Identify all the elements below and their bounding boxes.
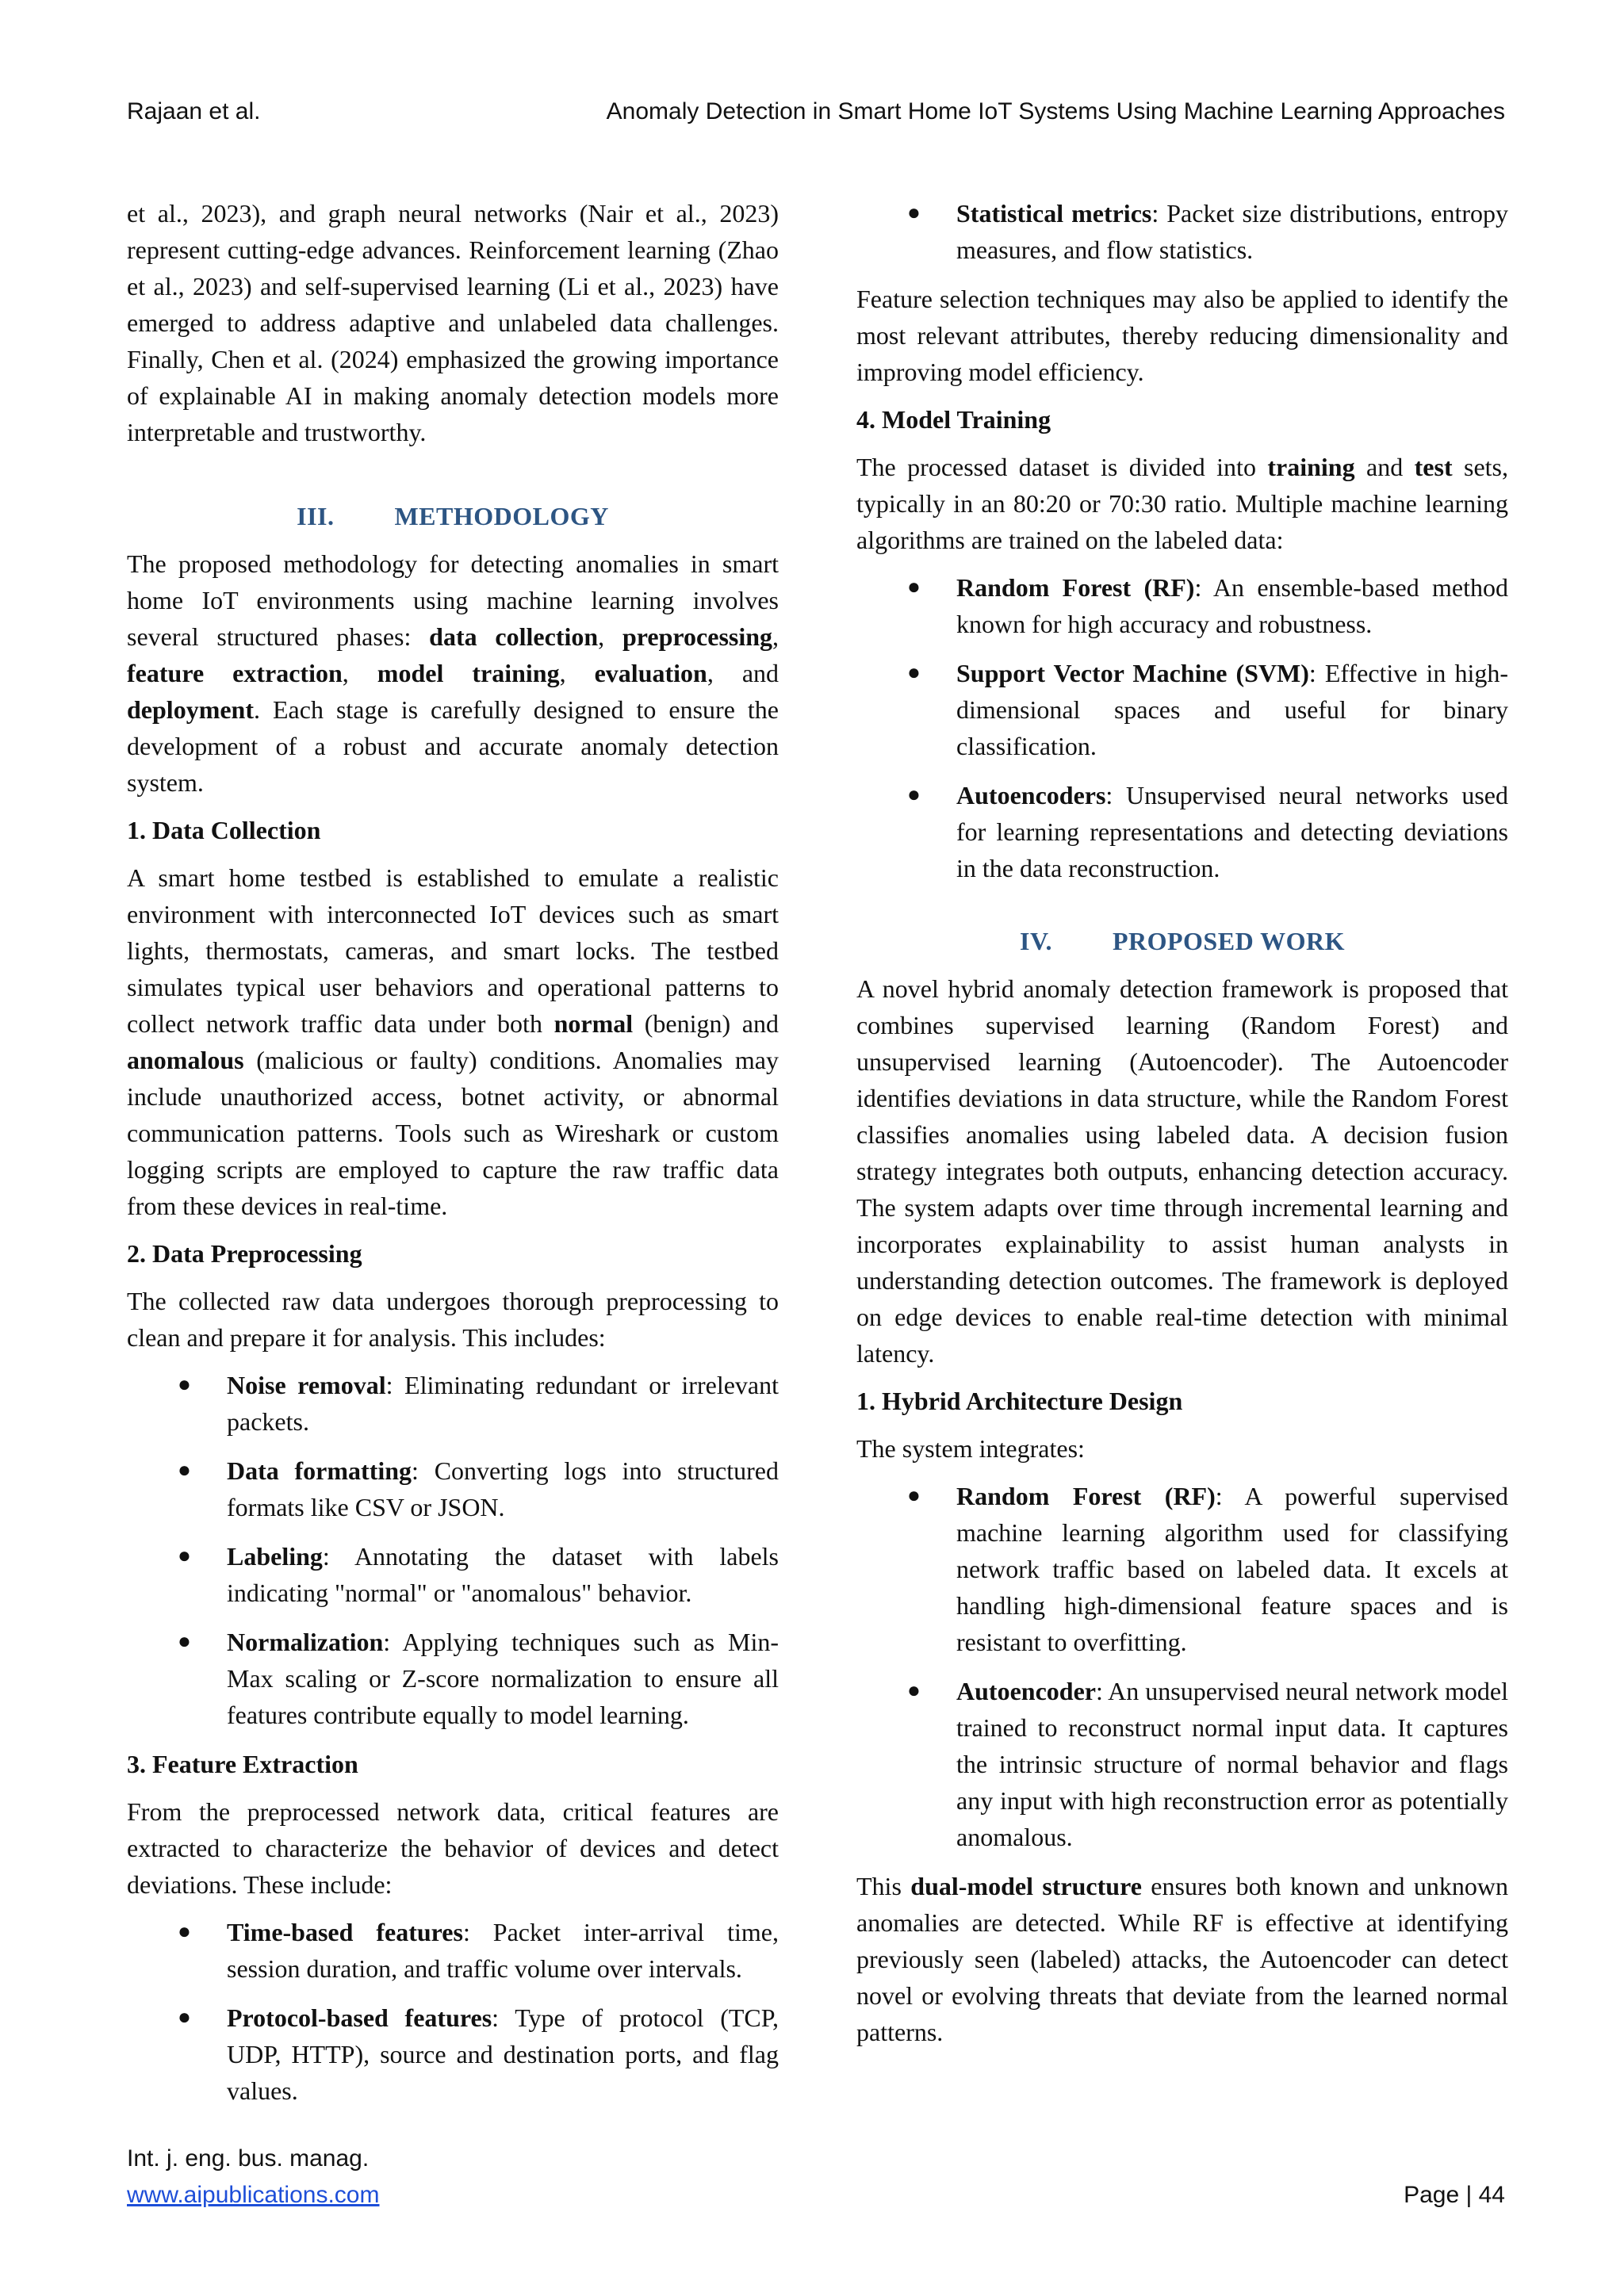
left-column xyxy=(127,195,779,2122)
list-item: ● Protocol-based features: Type of protocol (TCP, UDP, HTTP), source and destination ports, and flag values. xyxy=(227,1999,779,2109)
running-header-authors: Rajaan et al. xyxy=(127,98,261,124)
running-header-title: Anomaly Detection in Smart Home IoT Systems Using Machine Learning Approaches xyxy=(606,98,1505,124)
list-item: ● Normalization: Applying techniques such as Min-Max scaling or Z-score normalization to ensure all features contribute equally to model learning. xyxy=(227,1624,779,1733)
model-training-paragraph: The processed dataset is divided into training and test sets, typically in an 80:20 or 70:30 ratio. Multiple machine learning algorithms are trained on the labeled data: xyxy=(856,453,1509,554)
subheading-data-collection: 1. Data Collection xyxy=(127,816,321,844)
section-title: PROPOSED WORK xyxy=(1112,927,1345,955)
hybrid-intro: The system integrates: xyxy=(856,1434,1085,1463)
bullet-icon: ● xyxy=(178,1458,191,1483)
bullet-icon: ● xyxy=(178,1372,191,1397)
proposed-work-paragraph: A novel hybrid anomaly detection framework is proposed that combines supervised learning (Random Forest) and unsupervised learning (Autoencoder). The Autoencoder identifies deviations in data structure, while the Random Forest classifies anomalies using labeled data. A decision fusion strategy integrates both outputs, enhancing detection accuracy. The system adapts over time through incremental learning and incorporates explainability to assist human analysts in understanding detection outcomes. The framework is deployed on edge devices to enable real-time detection with minimal latency. xyxy=(856,974,1508,1368)
section-number: IV. xyxy=(1020,927,1052,955)
bullet-icon: ● xyxy=(178,1919,191,1944)
feature-selection-paragraph: Feature selection techniques may also be applied to identify the most relevant attributes, thereby reducing dimensionality and improving model efficiency. xyxy=(856,285,1508,386)
bullet-icon: ● xyxy=(907,201,921,225)
list-item: ● Noise removal: Eliminating redundant or irrelevant packets. xyxy=(227,1367,779,1440)
list-item: ● Autoencoder: An unsupervised neural network model trained to reconstruct normal input data. It captures the intrinsic structure of normal behavior and flags any input with high reconstruction error as potentially anomalous. xyxy=(956,1673,1508,1855)
list-item: ● Data formatting: Converting logs into structured formats like CSV or JSON. xyxy=(227,1452,779,1525)
section-heading-proposed-work xyxy=(856,923,1508,959)
preprocessing-list xyxy=(127,1367,779,1733)
footer-website-link[interactable]: www.aipublications.com xyxy=(127,2182,380,2208)
bullet-icon: ● xyxy=(907,575,921,599)
bullet-icon: ● xyxy=(178,2005,191,2030)
feature-extraction-list xyxy=(127,1914,779,2109)
list-item: ● Support Vector Machine (SVM): Effective in high-dimensional spaces and useful for binary classification. xyxy=(956,655,1508,764)
subheading-hybrid-architecture: 1. Hybrid Architecture Design xyxy=(856,1387,1183,1415)
subheading-model-training: 4. Model Training xyxy=(856,405,1051,434)
section-number: III. xyxy=(297,502,335,530)
list-item: ● Labeling: Annotating the dataset with labels indicating "normal" or "anomalous" behavior. xyxy=(227,1538,779,1611)
dual-model-paragraph: This dual-model structure ensures both known and unknown anomalies are detected. While RF is effective at identifying previously seen (labeled) attacks, the Autoencoder can detect novel or evolving threats that deviate from the learned normal patterns. xyxy=(856,1872,1509,2046)
intro-paragraph: et al., 2023), and graph neural networks (Nair et al., 2023) represent cutting-edge advances. Reinforcement learning (Zhao et al., 2023) and self-supervised learning (Li et al., 2023) have emerged to address adaptive and unlabeled data challenges. Finally, Chen et al. (2024) emphasized the growing importance of explainable AI in making anomaly detection models more interpretable and trustworthy. xyxy=(127,199,779,446)
hybrid-list xyxy=(856,1478,1508,1855)
bullet-icon: ● xyxy=(907,1483,921,1508)
list-item: ● Time-based features: Packet inter-arrival time, session duration, and traffic volume over intervals. xyxy=(227,1914,779,1987)
bullet-icon: ● xyxy=(907,783,921,807)
right-column xyxy=(856,195,1508,2061)
section-heading-methodology xyxy=(127,498,779,534)
subheading-data-preprocessing: 2. Data Preprocessing xyxy=(127,1239,362,1268)
footer-journal: Int. j. eng. bus. manag. xyxy=(127,2145,370,2172)
footer-page-number: Page | 44 xyxy=(1404,2182,1505,2208)
list-item: ● Autoencoders: Unsupervised neural networks used for learning representations and detecting deviations in the data reconstruction. xyxy=(956,777,1508,886)
feature-extraction-list-continued xyxy=(856,195,1508,268)
data-collection-paragraph: A smart home testbed is established to emulate a realistic environment with interconnected IoT devices such as smart lights, thermostats, cameras, and smart locks. The testbed simulates typical user behaviors and operational patterns to collect network traffic data under both normal (benign) and anomalous (malicious or faulty) conditions. Anomalies may include unauthorized access, botnet activity, or abnormal communication patterns. Tools such as Wireshark or custom logging scripts are employed to capture the raw traffic data from these devices in real-time. xyxy=(127,863,779,1220)
bullet-icon: ● xyxy=(178,1544,191,1568)
methodology-paragraph: The proposed methodology for detecting anomalies in smart home IoT environments using machine learning involves several structured phases: data collection, preprocessing, feature extraction, model training, evaluation, and deployment. Each stage is carefully designed to ensure the development of a robust and accurate anomaly detection system. xyxy=(127,549,779,797)
list-item: ● Random Forest (RF): An ensemble-based method known for high accuracy and robustness. xyxy=(956,569,1508,642)
model-training-list xyxy=(856,569,1508,886)
list-item: ● Random Forest (RF): A powerful supervised machine learning algorithm used for classifying network traffic based on labeled data. It excels at handling high-dimensional feature spaces and is resistant to overfitting. xyxy=(956,1478,1508,1660)
bullet-icon: ● xyxy=(178,1629,191,1654)
bullet-icon: ● xyxy=(907,660,921,685)
subheading-feature-extraction: 3. Feature Extraction xyxy=(127,1750,358,1778)
feature-extraction-intro: From the preprocessed network data, critical features are extracted to characterize the behavior of devices and detect deviations. These include: xyxy=(127,1797,779,1899)
list-item: ● Statistical metrics: Packet size distributions, entropy measures, and flow statistics. xyxy=(956,195,1508,268)
preprocessing-intro: The collected raw data undergoes thorough preprocessing to clean and prepare it for analysis. This includes: xyxy=(127,1287,779,1352)
section-title: METHODOLOGY xyxy=(394,502,609,530)
bullet-icon: ● xyxy=(907,1678,921,1703)
